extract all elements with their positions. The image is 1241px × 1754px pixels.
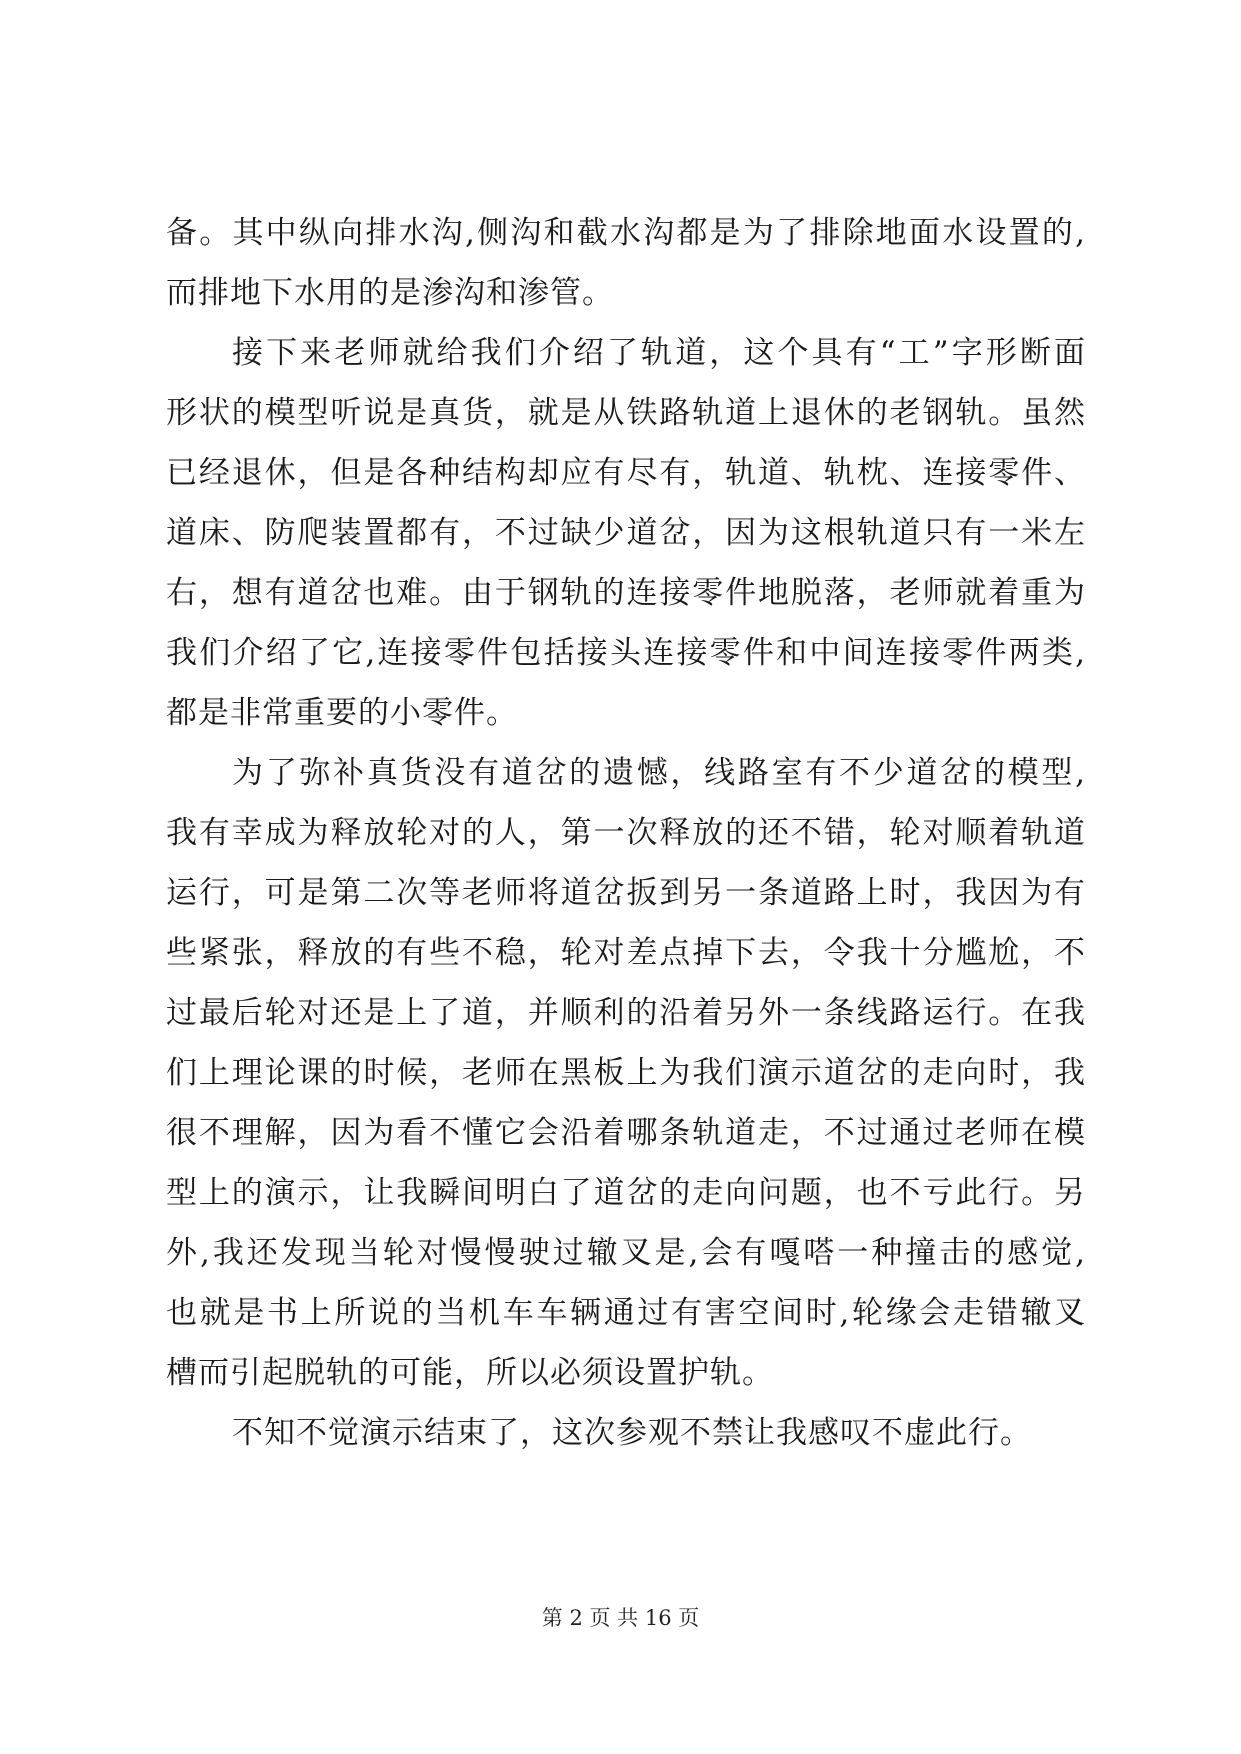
text-line: 过最后轮对还是上了道，并顺利的沿着另外一条线路运行。在我 bbox=[166, 995, 1086, 1031]
text-line: 都是非常重要的小零件。 bbox=[166, 695, 518, 731]
text-line: 不知不觉演示结束了，这次参观不禁让我感叹不虚此行。 bbox=[232, 1415, 1032, 1451]
text-line: 们上理论课的时候，老师在黑板上为我们演示道岔的走向时，我 bbox=[166, 1055, 1086, 1091]
text-line: 而排地下水用的是渗沟和渗管。 bbox=[166, 275, 614, 311]
text-line: 很不理解，因为看不懂它会沿着哪条轨道走，不过通过老师在模 bbox=[166, 1115, 1086, 1151]
page-number: 第 2 页 共 16 页 bbox=[541, 1606, 700, 1630]
text-line: 右，想有道岔也难。由于钢轨的连接零件地脱落，老师就着重为 bbox=[166, 575, 1086, 611]
paragraph-1 bbox=[166, 203, 1086, 323]
text-line: 形状的模型听说是真货，就是从铁路轨道上退休的老钢轨。虽然 bbox=[166, 395, 1086, 431]
text-line: 道床、防爬装置都有，不过缺少道岔，因为这根轨道只有一米左 bbox=[166, 515, 1086, 551]
text-line: 型上的演示，让我瞬间明白了道岔的走向问题，也不亏此行。另 bbox=[166, 1175, 1086, 1211]
text-line: 已经退休，但是各种结构却应有尽有，轨道、轨枕、连接零件、 bbox=[166, 455, 1086, 491]
text-line: 也就是书上所说的当机车车辆通过有害空间时,轮缘会走错辙叉 bbox=[166, 1295, 1086, 1331]
paragraph-4 bbox=[166, 1403, 1086, 1463]
paragraph-3 bbox=[166, 743, 1086, 1403]
text-line: 外,我还发现当轮对慢慢驶过辙叉是,会有嘎嗒一种撞击的感觉, bbox=[166, 1235, 1086, 1271]
text-line: 运行，可是第二次等老师将道岔扳到另一条道路上时，我因为有 bbox=[166, 875, 1086, 911]
text-line: 槽而引起脱轨的可能，所以必须设置护轨。 bbox=[166, 1355, 774, 1391]
body-text bbox=[166, 203, 1086, 1463]
text-line: 我们介绍了它,连接零件包括接头连接零件和中间连接零件两类, bbox=[166, 635, 1086, 671]
text-line: 些紧张，释放的有些不稳，轮对差点掉下去，令我十分尴尬，不 bbox=[166, 935, 1086, 971]
text-line: 我有幸成为释放轮对的人，第一次释放的还不错，轮对顺着轨道 bbox=[166, 815, 1086, 851]
text-line: 备。其中纵向排水沟,侧沟和截水沟都是为了排除地面水设置的, bbox=[166, 215, 1086, 251]
text-line: 接下来老师就给我们介绍了轨道，这个具有“工”字形断面 bbox=[232, 335, 1086, 371]
text-line: 为了弥补真货没有道岔的遗憾，线路室有不少道岔的模型, bbox=[232, 755, 1086, 791]
paragraph-2 bbox=[166, 323, 1086, 743]
